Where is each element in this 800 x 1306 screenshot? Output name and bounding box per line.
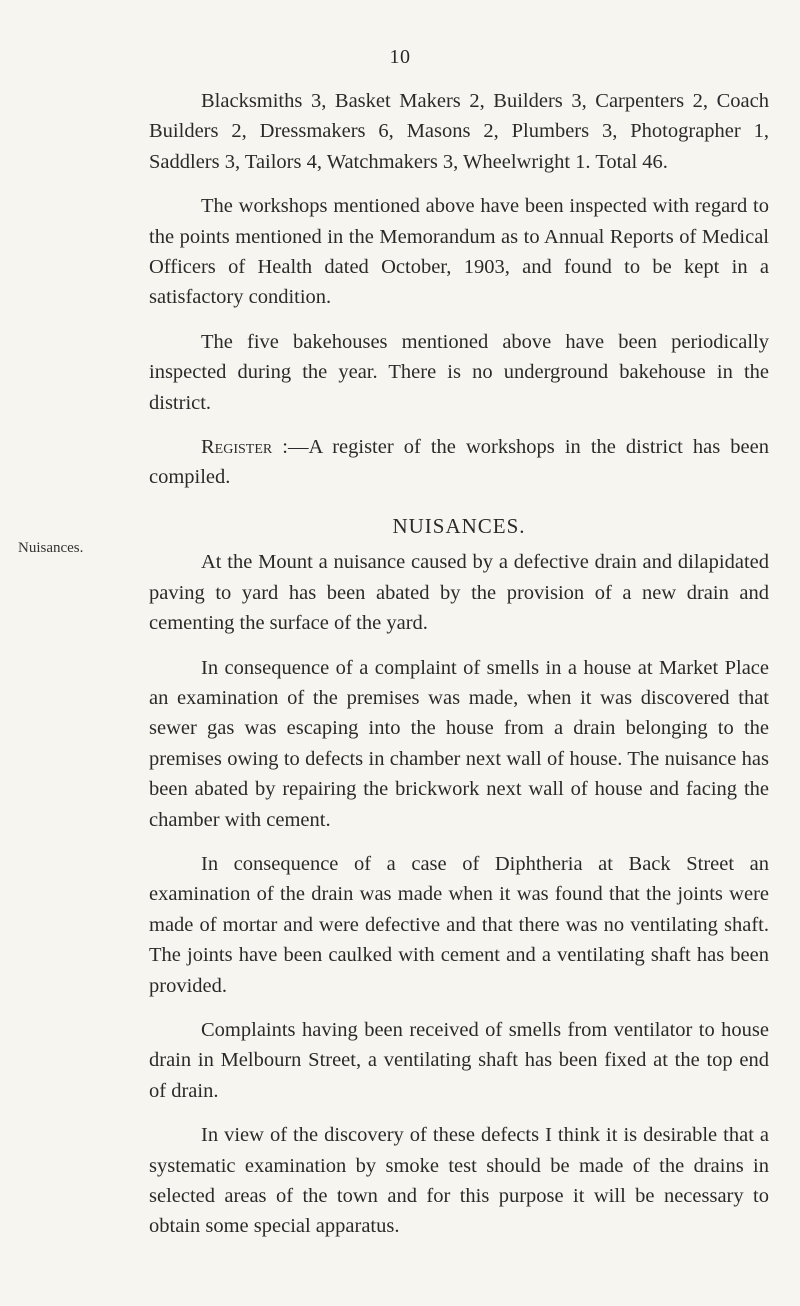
paragraph-smoke-test: In view of the discovery of these defects I think it is desirable that a systematic examination by smoke test should be made of the drains in selected areas of the town and for this purpose it will be necessary to obtain some special apparatus. [149, 1124, 769, 1238]
page-body [149, 86, 769, 1256]
register-text: :—A register of the workshops in the district has been compiled. [149, 436, 769, 489]
paragraph-trades-list: Blacksmiths 3, Basket Makers 2, Builders 3, Carpenters 2, Coach Builders 2, Dressmakers 6, Masons 2, Plumbers 3, Photographer 1, Saddlers 3, Tailors 4, Watchmakers 3, Wheelwright 1. Total 46. [149, 90, 769, 173]
paragraph-back-street: In consequence of a case of Diphtheria at Back Street an examination of the drain was made when it was found that the joints were made of mortar and were defective and that there was no ventilating shaft. The joints have been caulked with cement and a ventilating shaft has been provided. [149, 852, 769, 997]
paragraph-bakehouses: The five bakehouses mentioned above have been periodically inspected during the year. There is no underground bakehouse in the district. [149, 330, 769, 414]
paragraph-the-mount: At the Mount a nuisance caused by a defective drain and dilapidated paving to yard has been abated by the provision of a new drain and cementing the surface of the yard. [149, 551, 769, 635]
paragraph-register [149, 432, 769, 493]
margin-note: Nuisances. [18, 540, 84, 556]
paragraph-market-place: In consequence of a complaint of smells in a house at Market Place an examination of the premises was made, when it was discovered that sewer gas was escaping into the house from a drain belonging to the premises owing to defects in chamber next wall of house. The nuisance has been abated by repairing the brickwork next wall of house and facing the chamber with cement. [149, 656, 769, 831]
section-heading-nuisances: NUISANCES. [392, 513, 526, 538]
page-number: 10 [389, 46, 411, 68]
register-lead: Register [201, 436, 273, 459]
paragraph-workshops-inspected: The workshops mentioned above have been inspected with regard to the points mentioned in the Memorandum as to Annual Reports of Medical Officers of Health dated October, 1903, and found to be kept in a satisfactory condition. [149, 195, 769, 309]
paragraph-melbourn-street: Complaints having been received of smells from ventilator to house drain in Melbourn Street, a ventilating shaft has been fixed at the top end of drain. [149, 1018, 769, 1102]
